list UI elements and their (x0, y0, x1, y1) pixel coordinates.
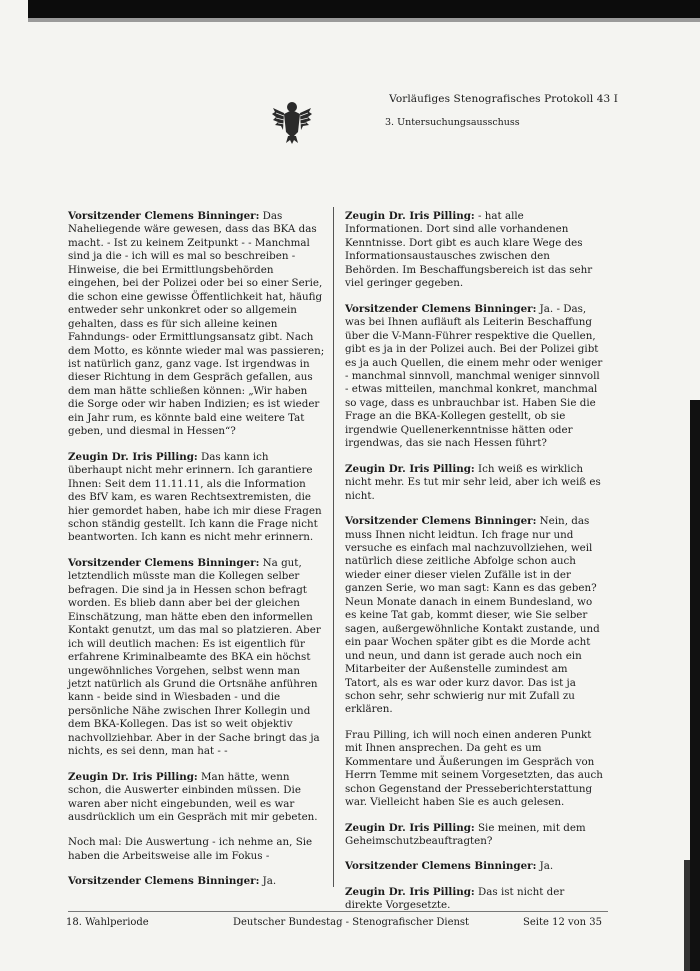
paragraph (345, 729, 603, 810)
paragraph (345, 463, 603, 503)
paragraph-text: Nein, das muss Ihnen nicht leidtun. Ich frage nur und versuche es einfach mal nachzuvollziehen, weil natürlich diese zeitliche Abfolge schon auch wieder einer dieser vielen Zufälle ist in der ganzen Serie, wo man sagt: Kann es das geben? Neun Monate danach in einem Bundesland, wo es keine Tat gab, kommt dieser, wie Sie selber sagen, außergewöhnliche Kontakt zustande, und ein paar Wochen später gibt es die Morde acht und neun, und dann ist gerade auch noch ein Mitarbeiter der Außenstelle zumindest am Tatort, als es war oder kurz davor. Das ist ja schon sehr, sehr schwierig nur mit Zufall zu erklären. (345, 515, 600, 716)
speaker-name: Zeugin Dr. Iris Pilling: (345, 821, 475, 834)
scan-border-shadow (28, 18, 700, 22)
paragraph-text: Noch mal: Die Auswertung - ich nehme an, Sie haben die Arbeitsweise alle im Fokus - (68, 836, 313, 862)
paragraph-text: Das ist nicht der direkte Vorgesetzte. (345, 885, 565, 912)
paragraph (345, 822, 603, 849)
paragraph (345, 886, 603, 913)
speaker-name: Vorsitzender Clemens Binninger: (68, 556, 260, 569)
speaker-name: Zeugin Dr. Iris Pilling: (345, 885, 475, 898)
paragraph (345, 303, 603, 451)
left-column (68, 210, 326, 901)
speaker-name: Vorsitzender Clemens Binninger: (68, 875, 260, 888)
paragraph-text: Na gut, letztendlich müsste man die Kollegen selber befragen. Die sind ja in Hessen schon befragt worden. Es blieb dann aber bei der gleichen Einschätzung, man hätte eben den informellen Kontakt genutzt, um das mal so platzieren. Aber ich will deutlich machen: Es ist eigentlich für erfahrene Kriminalbeamte des BKA ein höchst ungewöhnliches Vorgehen, selbst wenn man jetzt natürlich als Grund die Ortsnähe anführen kann - beide sind in Wiesbaden - und die persönliche Nähe zwischen Ihrer Kollegin und dem BKA-Kollegen. Das ist so weit objektiv nachvollziehbar. Aber in der Sache bringt das ja nichts, es sei denn, man hat - - (68, 556, 321, 758)
paragraph-text: Sie meinen, mit dem Geheimschutzbeauftragten? (345, 821, 586, 848)
paragraph (345, 515, 603, 717)
paragraph (68, 451, 326, 545)
speaker-name: Zeugin Dr. Iris Pilling: (68, 770, 198, 783)
column-divider (333, 207, 334, 887)
paragraph-text: Ich weiß es wirklich nicht mehr. Es tut mir sehr leid, aber ich weiß es nicht. (345, 462, 601, 502)
paragraph-text: Frau Pilling, ich will noch einen anderen Punkt mit Ihnen ansprechen. Da geht es um Kommentare und Äußerungen im Gespräch von Herrn Temme mit seinem Vorgesetzten, das auch schon Gegenstand der Presseberichterstattung war. Vielleicht haben Sie es auch gelesen. (345, 728, 603, 809)
paragraph (68, 771, 326, 825)
footer-legislative-period: 18. Wahlperiode (66, 917, 149, 928)
right-column (345, 210, 603, 925)
footer-page-number: Seite 12 von 35 (523, 917, 602, 928)
footer-publisher: Deutscher Bundestag - Stenografischer Dienst (233, 917, 470, 928)
paragraph (345, 210, 603, 291)
committee-name: 3. Untersuchungsausschuss (385, 117, 520, 128)
paragraph (345, 860, 603, 873)
speaker-name: Zeugin Dr. Iris Pilling: (68, 450, 198, 463)
federal-eagle-icon (270, 98, 314, 146)
speaker-name: Zeugin Dr. Iris Pilling: (345, 210, 475, 222)
speaker-name: Vorsitzender Clemens Binninger: (68, 210, 260, 222)
paragraph-text: - hat alle Informationen. Dort sind alle vorhandenen Kenntnisse. Dort gibt es auch klare Wege des Informationsaustausches zwischen den Behörden. Im Beschaffungsbereich ist das sehr viel geringer gegeben. (345, 210, 593, 290)
scan-border-top (28, 0, 700, 18)
speaker-name: Vorsitzender Clemens Binninger: (345, 860, 537, 873)
paragraph-text: Ja. (259, 875, 277, 888)
paragraph-text: Das kann ich überhaupt nicht mehr erinnern. Ich garantiere Ihnen: Seit dem 11.11.11, als die Information des BfV kam, es waren Rechtsextremisten, die hier gemordet haben, habe ich mir diese Fragen schon ständig gestellt. Ich kann die Frage nicht beantworten. Ich kann es nicht mehr erinnern. (68, 450, 322, 544)
speaker-name: Vorsitzender Clemens Binninger: (345, 515, 537, 528)
paragraph (68, 210, 326, 439)
speaker-name: Vorsitzender Clemens Binninger: (345, 302, 537, 315)
paragraph-text: Das Naheliegende wäre gewesen, dass das BKA das macht. - Ist zu keinem Zeitpunkt - - Manchmal sind ja die - ich will es mal so beschreiben - Hinweise, die bei Ermittlungsbehörden eingehen, bei der Polizei oder bei so einer Serie, die schon eine gewisse Öffentlichkeit hat, häufig entweder sehr unkonkret oder so allgemein gehalten, dass es für sich alleine keinen Fahndungs- oder Ermittlungsansatz gibt. Nach dem Motto, es könnte wieder mal was passieren; ist natürlich ganz, ganz vage. Ist irgendwas in dieser Richtung in dem Gespräch gefallen, aus dem man hätte schließen können: „Wir haben die Sorge oder wir haben Indizien; es ist wieder ein Jahr rum, es könnte bald eine weitere Tat geben, und diesmal in Hessen“? (68, 210, 325, 438)
paragraph-text: Man hätte, wenn schon, die Auswerter einbinden müssen. Die waren aber nicht eingebunden, weil es war ausdrücklich um ein Gespräch mit mir gebeten. (68, 770, 318, 824)
speaker-name: Zeugin Dr. Iris Pilling: (345, 462, 475, 475)
scan-border-right-lower (684, 860, 690, 971)
paragraph (68, 557, 326, 759)
paragraph-text: Ja. - Das, was bei Ihnen aufläuft als Leiterin Beschaffung über die V-Mann-Führer respektive die Quellen, gibt es ja in der Polizei auch. Bei der Polizei gibt es ja auch Quellen, die einem mehr oder weniger - manchmal sinnvoll, manchmal weniger sinnvoll - etwas mitteilen, manchmal konkret, manchmal so vage, dass es unbrauchbar ist. Haben Sie die Frage an die BKA-Kollegen gestellt, ob sie irgendwie Quellenerkenntnisse hätten oder irgendwas, das sie nach Hessen führt? (345, 302, 603, 450)
paragraph (68, 875, 326, 888)
protocol-title: Vorläufiges Stenografisches Protokoll 43 I (389, 93, 618, 105)
paragraph-text: Ja. (536, 860, 554, 873)
scan-border-right (690, 400, 700, 971)
paragraph (68, 836, 326, 863)
footer-rule (68, 911, 608, 912)
